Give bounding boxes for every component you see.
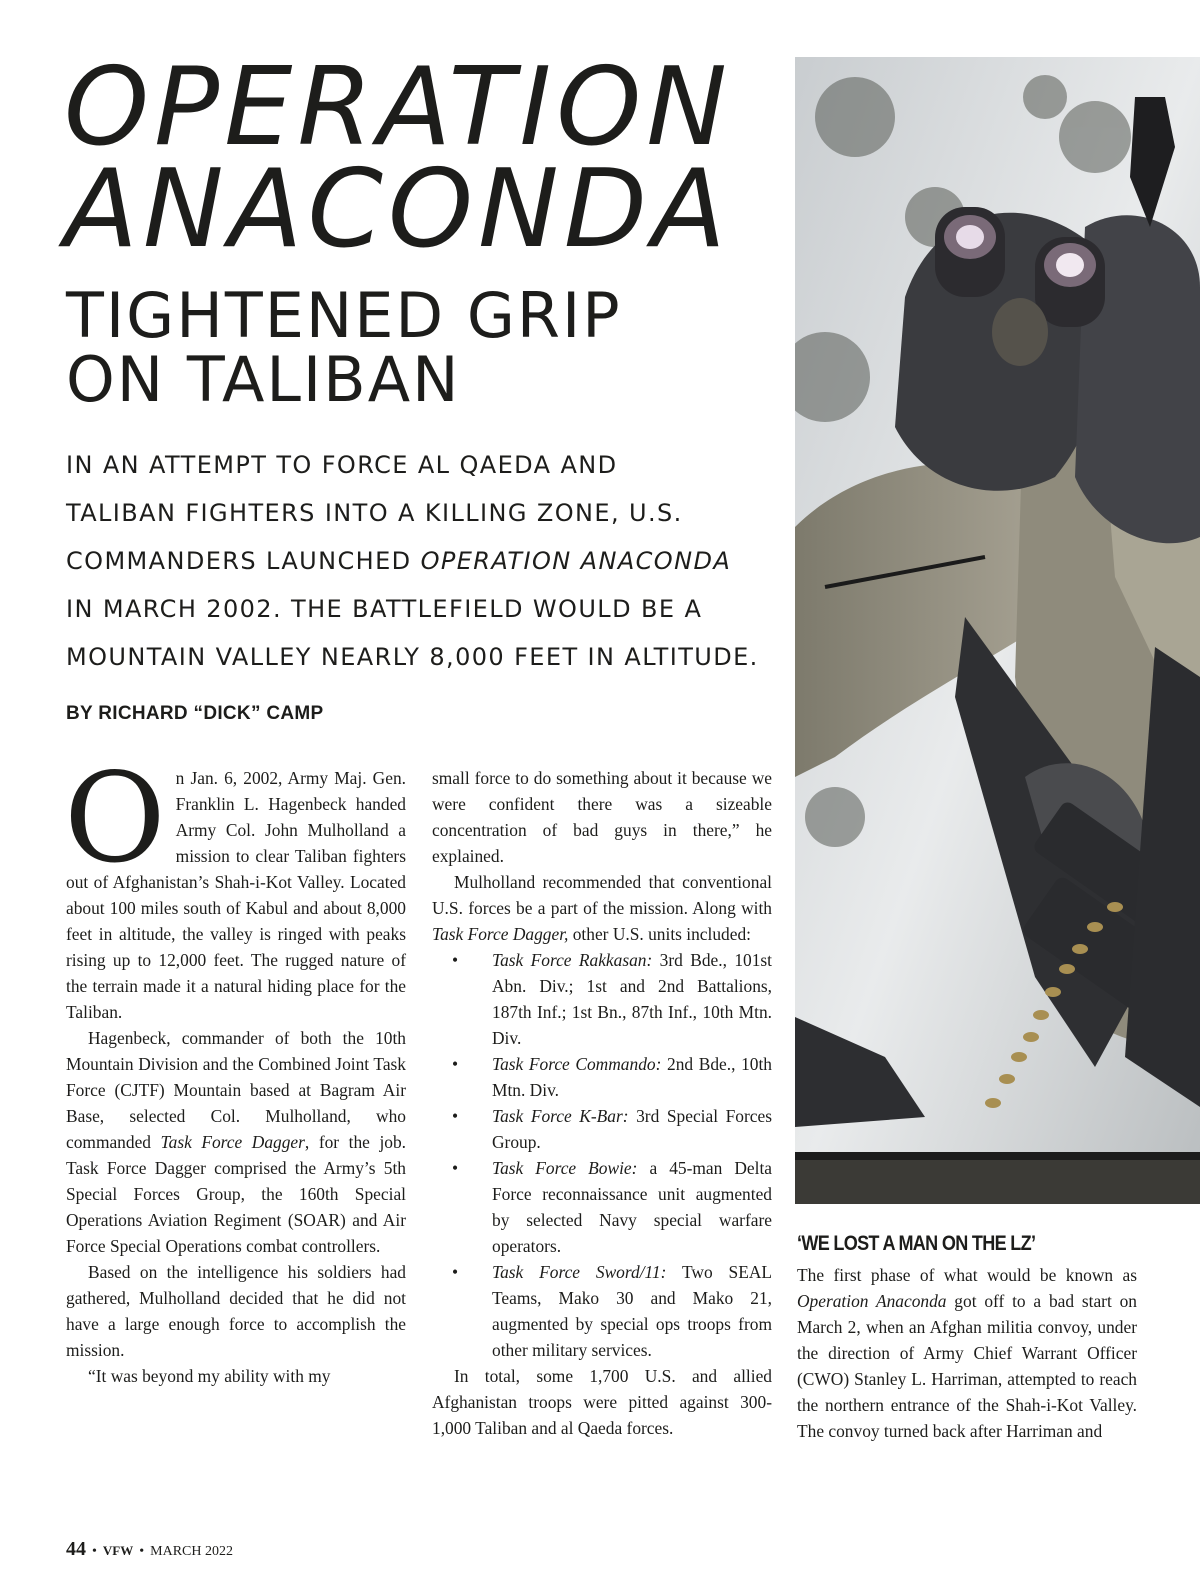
page-footer	[66, 1538, 233, 1561]
operation-name: Operation Anaconda	[797, 1291, 947, 1311]
task-force-list	[432, 947, 772, 1363]
paragraph-text: Mulholland recommended that conventional U.S. forces be a part of the mission. Along with	[432, 872, 772, 918]
deck-text	[66, 441, 786, 681]
article-column-2	[432, 765, 772, 1441]
subtitle-line-1: TIGHTENED GRIP	[66, 279, 622, 352]
footer-separator: •	[92, 1544, 97, 1559]
bullet-icon: •	[452, 1262, 459, 1282]
article-paragraph-1	[64, 747, 406, 1025]
article-column-3	[797, 1262, 1137, 1444]
paragraph-text: Hagenbeck, commander of both the 10th Mountain Division and the Combined Joint Task Force (CJTF) Mountain based at Bagram Air Base, selected Col. Mulholland, who commanded	[66, 1028, 406, 1152]
list-item	[432, 1155, 772, 1259]
deck-line-1: IN AN ATTEMPT TO FORCE AL QAEDA AND	[66, 451, 618, 479]
article-column-1	[64, 747, 407, 1389]
task-force-name: Task Force Sword/11:	[492, 1262, 667, 1282]
task-force-name: Task Force Bowie:	[492, 1158, 638, 1178]
footer-separator: •	[139, 1544, 145, 1559]
bullet-icon: •	[452, 1054, 459, 1074]
headline-subtitle	[66, 279, 786, 416]
paragraph-text: got off to a bad start on March 2, when an Afghan militia convoy, under the direction of Army Chief Warrant Officer (CWO) Stanley L. Harriman, attempted to reach the northern entrance of the Shah-i-Kot Valley. The convoy turned back after Harriman and	[797, 1291, 1137, 1441]
issue-date: MARCH 2022	[150, 1544, 234, 1559]
byline: BY RICHARD “DICK” CAMP	[66, 703, 324, 724]
task-force-description: a 45-man Delta Force reconnaissance unit augmented by selected Navy special warfare operators.	[492, 1158, 772, 1256]
bullet-icon: •	[452, 1158, 459, 1178]
task-force-description: 2nd Bde., 10th Mtn. Div.	[492, 1054, 772, 1100]
paragraph-text: n Jan. 6, 2002, Army Maj. Gen. Franklin L. Hagenbeck handed Army Col. John Mulholland a mission to clear Taliban fighters out of Afghanistan’s Shah-i-Kot Valley. Located about 100 miles south of Kabul and about 8,000 feet in altitude, the valley is ringed with peaks rising up to 12,000 feet. The rugged nature of the terrain made it a natural hiding place for the Taliban.	[66, 768, 406, 1022]
task-force-name: Task Force Rakkasan:	[492, 950, 653, 970]
article-paragraph-5: small force to do something about it because we were confident there was a sizeable concentration of bad guys in there,” he explained.	[432, 768, 772, 866]
deck-line-3	[66, 537, 786, 585]
bullet-icon: •	[452, 1106, 459, 1126]
magazine-name: VFW	[102, 1543, 134, 1558]
photo-illustration	[795, 57, 1200, 1204]
list-item	[432, 1051, 772, 1103]
list-item	[432, 1103, 772, 1155]
headline-title-line-2: ANACONDA	[64, 147, 731, 272]
subtitle-line-2: ON TALIBAN	[66, 343, 461, 416]
page-number: 44	[66, 1538, 86, 1560]
drop-cap: O	[64, 747, 166, 891]
deck-line-2: TALIBAN FIGHTERS INTO A KILLING ZONE, U.S.	[66, 499, 683, 527]
task-force-name: Task Force K-Bar:	[492, 1106, 629, 1126]
task-force-name: Task Force Commando:	[492, 1054, 662, 1074]
soldier-binoculars-photo	[795, 57, 1200, 1204]
unit-name: Task Force Dagger,	[432, 924, 569, 944]
headline-title-line-1: OPERATION	[64, 45, 733, 170]
list-item	[432, 947, 772, 1051]
bullet-icon: •	[452, 950, 459, 970]
task-force-description: 3rd Bde., 101st Abn. Div.; 1st and 2nd Battalions, 187th Inf.; 1st Bn., 87th Inf., 10th Mtn. Div.	[492, 950, 773, 1048]
task-force-description: 3rd Special Forces Group.	[492, 1106, 772, 1152]
paragraph-text: , for the job. Task Force Dagger comprised the Army’s 5th Special Forces Group, the 160th Special Operations Aviation Regiment (SOAR) and Air Force Special Operations combat controllers.	[66, 1132, 407, 1256]
article-paragraph-6	[432, 869, 772, 947]
article-paragraph-8	[797, 1262, 1137, 1444]
deck-operation-name: OPERATION ANACONDA	[420, 547, 732, 575]
task-force-description: Two SEAL Teams, Mako 30 and Mako 21, augmented by special ops troops from other military services.	[492, 1262, 772, 1360]
deck-line-5: MOUNTAIN VALLEY NEARLY 8,000 FEET IN ALTITUDE.	[66, 643, 759, 671]
unit-name: Task Force Dagger	[160, 1132, 305, 1152]
article-paragraph-4: “It was beyond my ability with my	[88, 1366, 331, 1386]
article-paragraph-2	[66, 1025, 406, 1259]
paragraph-text: The first phase of what would be known as	[797, 1265, 1137, 1285]
paragraph-text: other U.S. units included:	[568, 924, 751, 944]
section-heading: ‘WE LOST A MAN ON THE LZ’	[797, 1232, 1036, 1255]
deck-line-3-text: COMMANDERS LAUNCHED	[66, 547, 421, 575]
article-paragraph-7: In total, some 1,700 U.S. and allied Afghanistan troops were pitted against 300-1,000 Taliban and al Qaeda forces.	[432, 1366, 772, 1438]
article-paragraph-3: Based on the intelligence his soldiers had gathered, Mulholland decided that he did not have a large enough force to accomplish the mission.	[66, 1262, 406, 1360]
deck-line-4: IN MARCH 2002. THE BATTLEFIELD WOULD BE A	[66, 595, 703, 623]
list-item	[432, 1259, 772, 1363]
